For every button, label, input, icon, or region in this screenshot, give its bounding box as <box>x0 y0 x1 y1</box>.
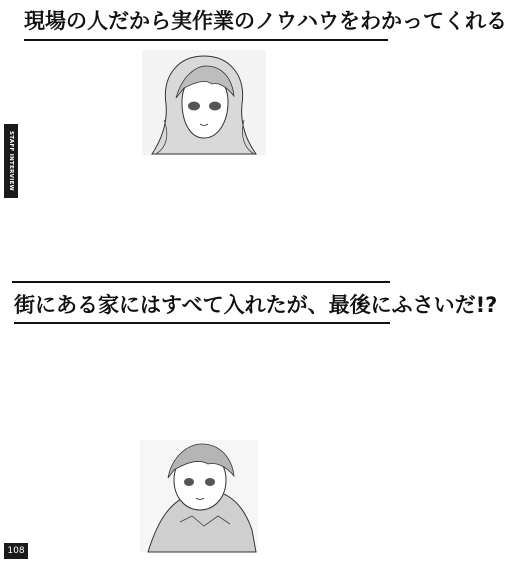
interview-column-bottom-2 <box>142 327 252 437</box>
anime-girl-illustration-bottom <box>140 440 258 552</box>
interview-column-top-2-lower <box>144 160 268 278</box>
headline-bottom-rule <box>14 322 390 324</box>
staff-interview-label: STAFF INTERVIEW <box>8 131 14 191</box>
interview-column-top-2-upper <box>142 44 264 95</box>
section-divider-rule <box>12 281 390 283</box>
interview-column-top-3 <box>278 44 390 276</box>
interview-column-top-1 <box>30 44 130 266</box>
page-number: 108 <box>4 543 28 559</box>
interview-column-bottom-1 <box>31 327 133 547</box>
headline-top-rule <box>24 39 388 41</box>
staff-interview-tab <box>4 124 18 198</box>
interview-column-bottom-3 <box>262 327 390 549</box>
headline-bottom: 街にある家にはすべて入れたが、最後にふさいだ!? <box>14 293 498 317</box>
headline-top: 現場の人だから実作業のノウハウをわかってくれる <box>24 9 507 33</box>
